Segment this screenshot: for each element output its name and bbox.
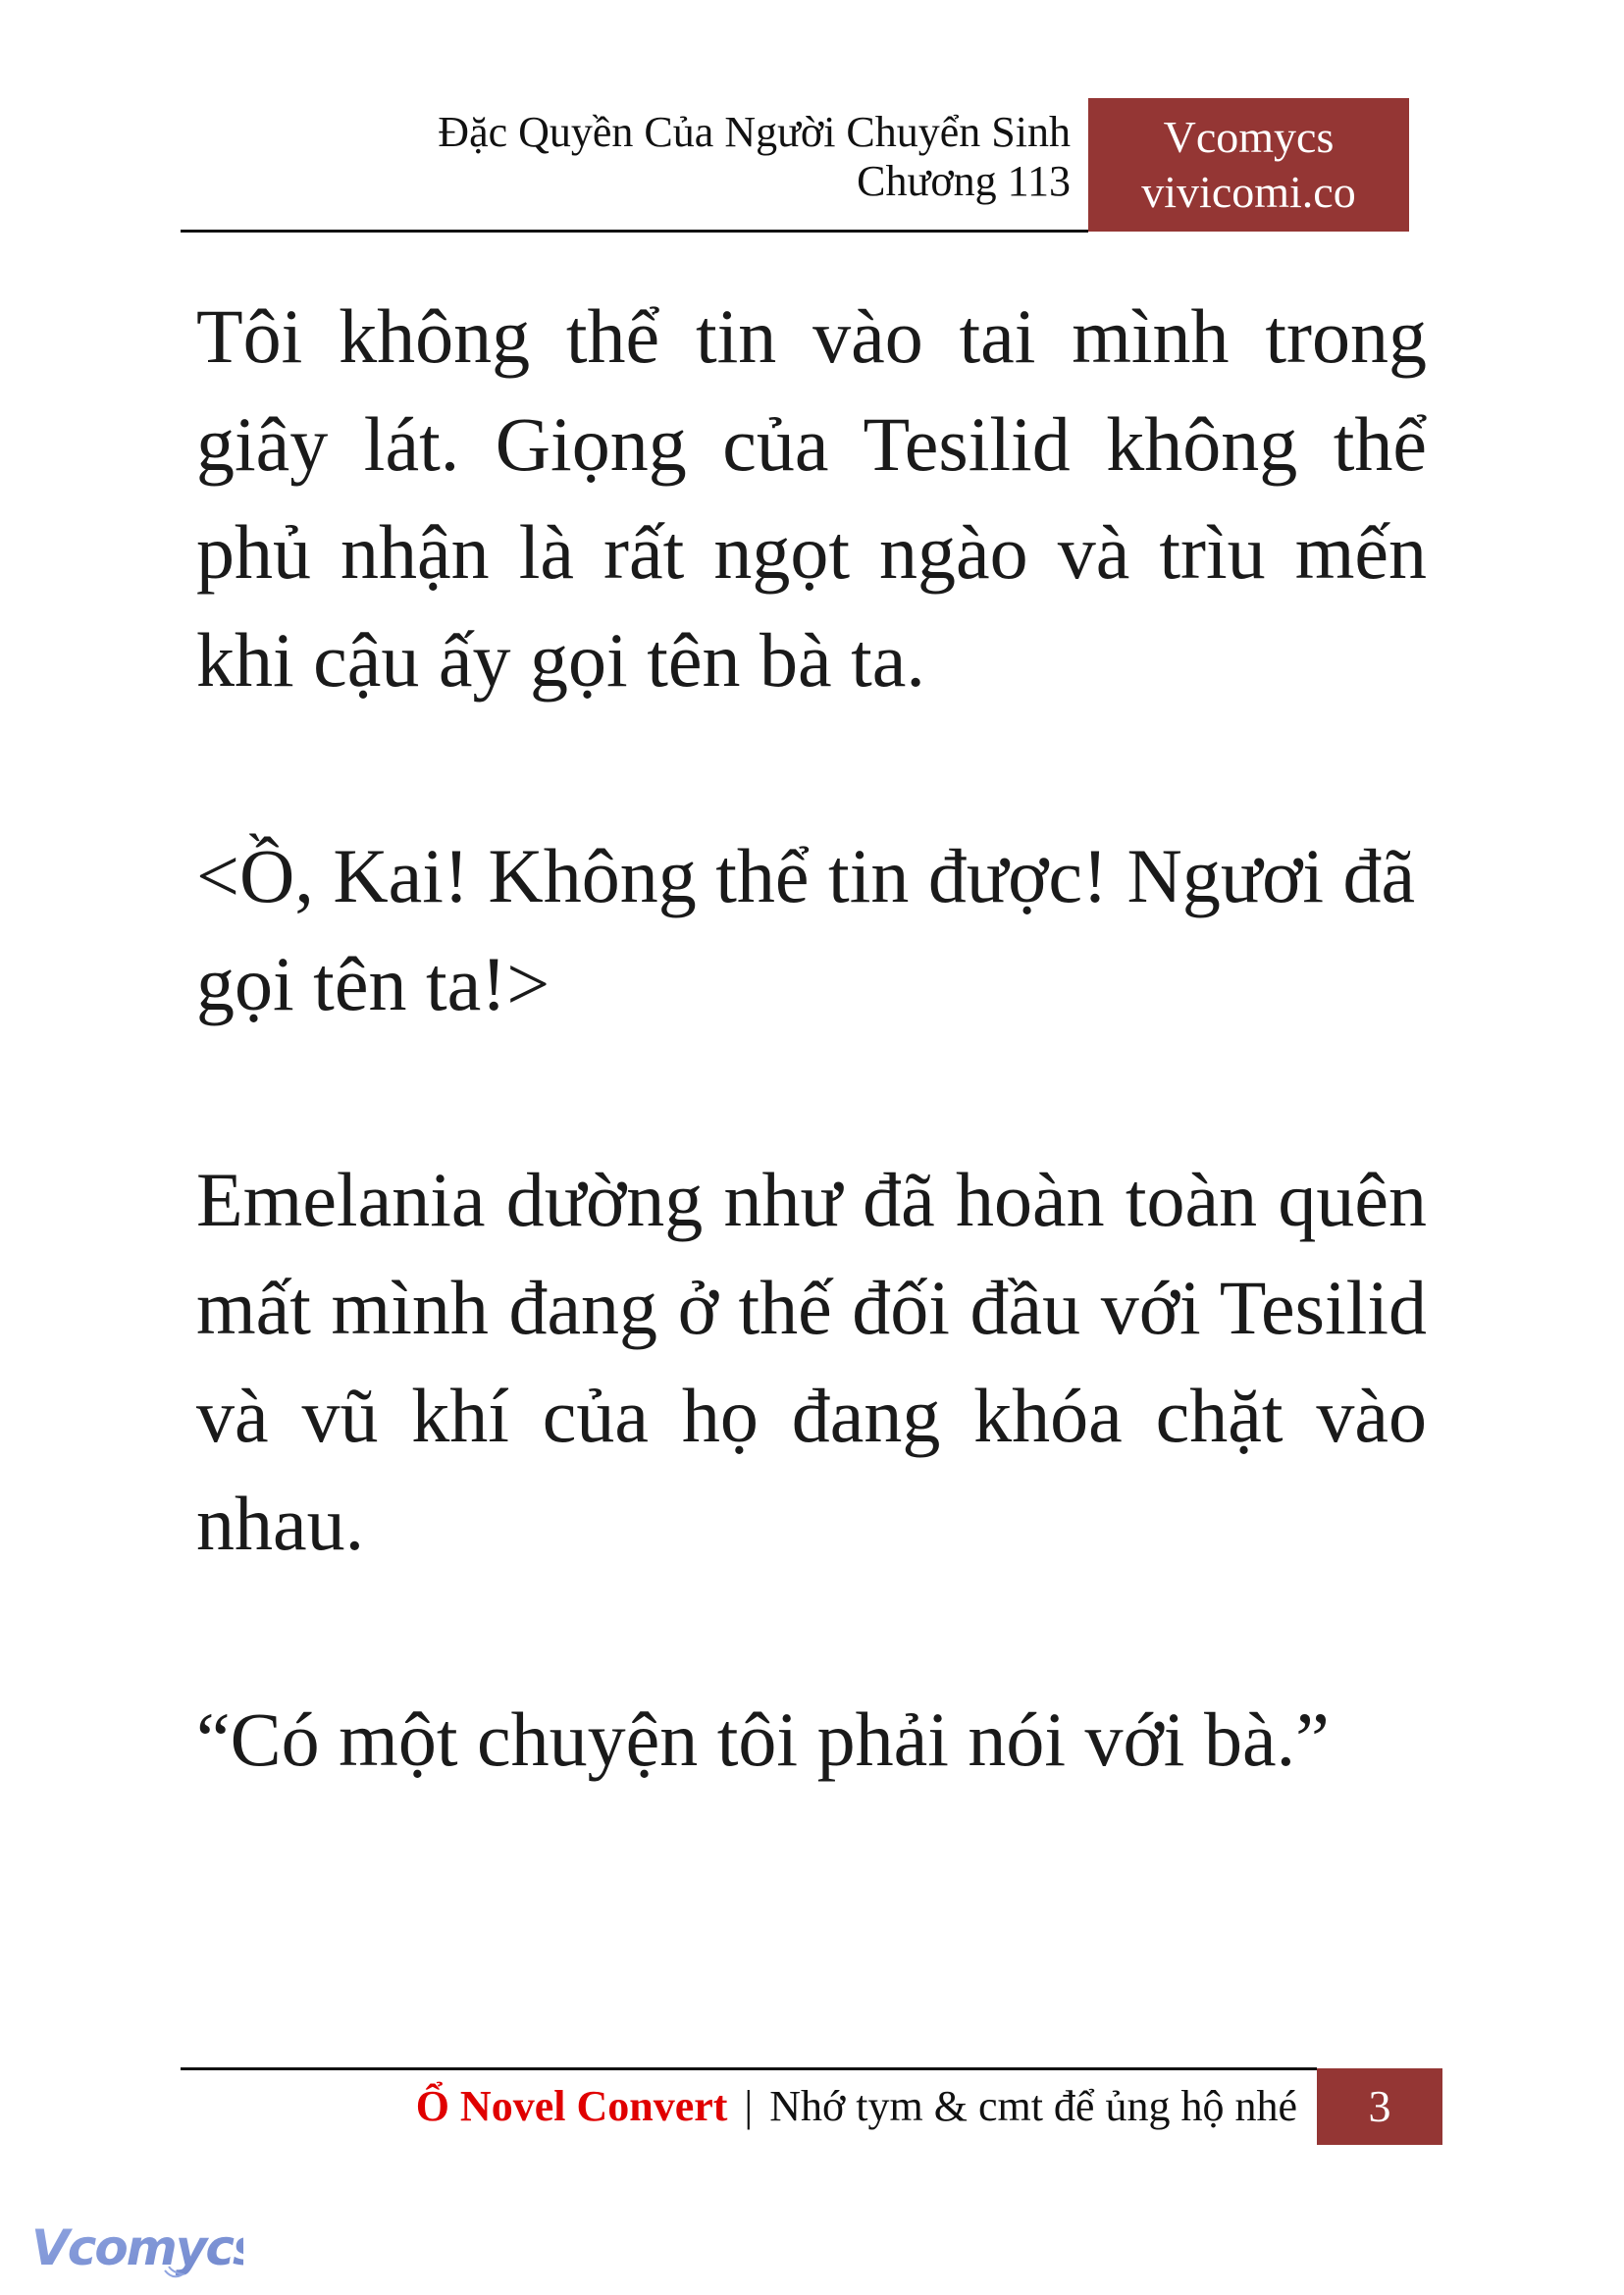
brand-name: Vcomycs xyxy=(1163,112,1335,162)
footer-message: Nhớ tym & cmt để ủng hộ nhé xyxy=(769,2082,1297,2130)
book-title: Đặc Quyền Của Người Chuyển Sinh xyxy=(438,108,1071,156)
paragraph: <Ồ, Kai! Không thể tin được! Ngươi đã gọi tên ta!> xyxy=(196,833,1416,1026)
footer-separator: | xyxy=(744,2082,754,2130)
paragraph: Emelania dường như đã hoàn toàn quên mất mình đang ở thế đối đầu với Tesilid và vũ khí của họ đang khóa chặt vào nhau. xyxy=(196,1157,1427,1566)
vcomycs-watermark-logo xyxy=(27,2216,243,2284)
brand-site: vivicomi.co xyxy=(1141,167,1356,217)
footer-divider xyxy=(181,2067,1317,2070)
footer-text xyxy=(294,2082,1297,2131)
chapter-body xyxy=(196,283,1427,1902)
brand-box xyxy=(1088,98,1409,232)
page-number: 3 xyxy=(1317,2068,1442,2145)
header-title-block xyxy=(294,108,1071,206)
vcomycs-logo-icon xyxy=(27,2216,243,2284)
header-divider xyxy=(181,230,1088,233)
svg-text:Vcomycs: Vcomycs xyxy=(31,2219,243,2276)
chapter-label: Chương 113 xyxy=(857,157,1071,205)
footer-brand: Ổ Novel Convert xyxy=(415,2082,728,2130)
paragraph: “Có một chuyện tôi phải nói với bà.” xyxy=(196,1696,1330,1782)
paragraph: Tôi không thể tin vào tai mình trong giây lát. Giọng của Tesilid không thể phủ nhận là rất ngọt ngào và trìu mến khi cậu ấy gọi tên bà ta. xyxy=(196,293,1427,703)
